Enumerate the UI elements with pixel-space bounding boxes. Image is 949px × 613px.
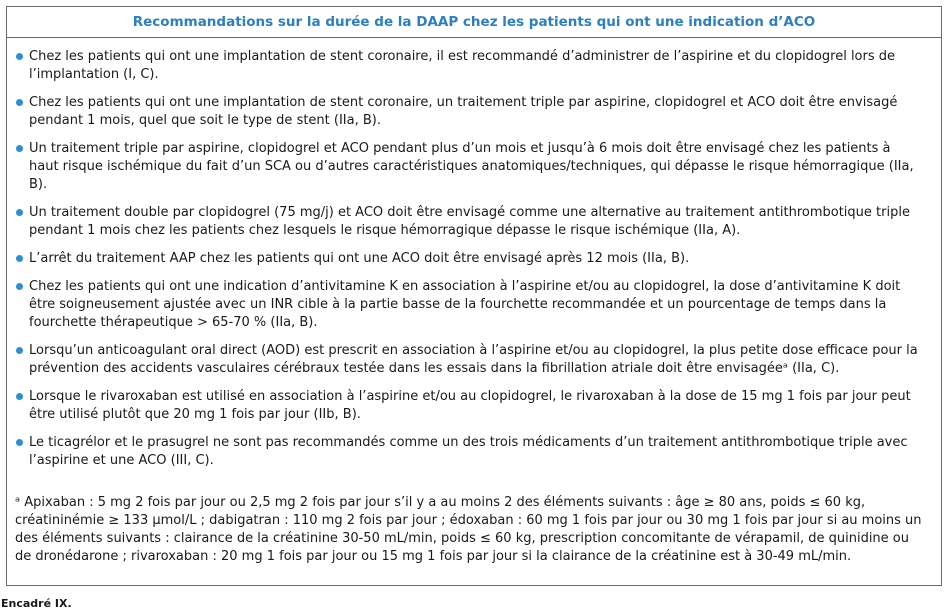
recommendation-item: [15, 388, 923, 424]
bullet-dot-icon: [16, 393, 23, 400]
recommendation-item: [15, 140, 923, 194]
recommendation-text: Le ticagrélor et le prasugrel ne sont pas recommandés comme un des trois médicaments d’un traitement antithrombotique triple avec l’aspirine et une ACO (III, C).: [29, 435, 908, 468]
recommendation-item: [15, 278, 923, 332]
bullet-dot-icon: [16, 209, 23, 216]
bullet-dot-icon: [16, 347, 23, 354]
recommendation-text: L’arrêt du traitement AAP chez les patients qui ont une ACO doit être envisagé après 12 mois (IIa, B).: [29, 251, 690, 266]
recommendation-item: [15, 250, 923, 268]
recommendation-text: Chez les patients qui ont une implantation de stent coronaire, il est recommandé d’administrer de l’aspirine et du clopidogrel lors de l’implantation (I, C).: [29, 49, 896, 82]
recommendation-item: [15, 434, 923, 470]
caption: Encadré IX.: [1, 597, 72, 610]
bullet-dot-icon: [16, 145, 23, 152]
bullet-dot-icon: [16, 53, 23, 60]
recommendation-box: [6, 6, 942, 586]
recommendation-text: Lorsqu’un anticoagulant oral direct (AOD) est prescrit en association à l’aspirine et/ou au clopidogrel, la plus petite dose efficace pour la prévention des accidents vasculaires cérébraux testée dans les essais dans la fibrillation atriale doit être envisagéeᵃ (IIa, C).: [29, 343, 918, 376]
recommendation-item: [15, 342, 923, 378]
bullet-dot-icon: [16, 99, 23, 106]
recommendation-text: Un traitement triple par aspirine, clopidogrel et ACO pendant plus d’un mois et jusqu’à 6 mois doit être envisagé chez les patients à haut risque ischémique du fait d’un SCA ou d’autres caractéristiques anatomiques/techniques, qui dépasse le risque hémorragique (IIa, B).: [29, 141, 914, 192]
bullet-dot-icon: [16, 439, 23, 446]
footnote: ᵃ Apixaban : 5 mg 2 fois par jour ou 2,5 mg 2 fois par jour s’il y a au moins 2 des éléments suivants : âge ≥ 80 ans, poids ≤ 60 kg, créatininémie ≥ 133 µmol/L ; dabigatran : 110 mg 2 fois par jour ; édoxaban : 60 mg 1 fois par jour ou 30 mg 1 fois par jour si au moins un des éléments suivants : clairance de la créatinine 30-50 mL/min, poids ≤ 60 kg, prescription concomitante de vérapamil, de quinidine ou de dronédarone ; rivaroxaban : 20 mg 1 fois par jour ou 15 mg 1 fois par jour si la clairance de la créatinine est à 30-49 mL/min.: [15, 495, 922, 564]
recommendation-item: [15, 204, 923, 240]
recommendation-item: [15, 94, 923, 130]
recommendation-text: Un traitement double par clopidogrel (75 mg/j) et ACO doit être envisagé comme une alternative au traitement antithrombotique triple pendant 1 mois chez les patients chez lesquels le risque hémorragique dépasse le risque ischémique (IIa, A).: [29, 205, 910, 238]
recommendation-text: Chez les patients qui ont une implantation de stent coronaire, un traitement triple par aspirine, clopidogrel et ACO doit être envisagé pendant 1 mois, quel que soit le type de stent (IIa, B).: [29, 95, 898, 128]
box-title: Recommandations sur la durée de la DAAP chez les patients qui ont une indication d’ACO: [7, 7, 941, 38]
bullet-dot-icon: [16, 255, 23, 262]
recommendation-text: Lorsque le rivaroxaban est utilisé en association à l’aspirine et/ou au clopidogrel, le rivaroxaban à la dose de 15 mg 1 fois par jour peut être utilisé plutôt que 20 mg 1 fois par jour (IIb, B).: [29, 389, 911, 422]
bullet-dot-icon: [16, 283, 23, 290]
recommendation-list: [15, 48, 923, 480]
recommendation-text: Chez les patients qui ont une indication d’antivitamine K en association à l’aspirine et/ou au clopidogrel, la dose d’antivitamine K doit être soigneusement ajustée avec un INR cible à la partie basse de la fourchette recommandée et un pourcentage de temps dans la fourchette thérapeutique > 65-70 % (IIa, B).: [29, 279, 901, 330]
recommendation-item: [15, 48, 923, 84]
